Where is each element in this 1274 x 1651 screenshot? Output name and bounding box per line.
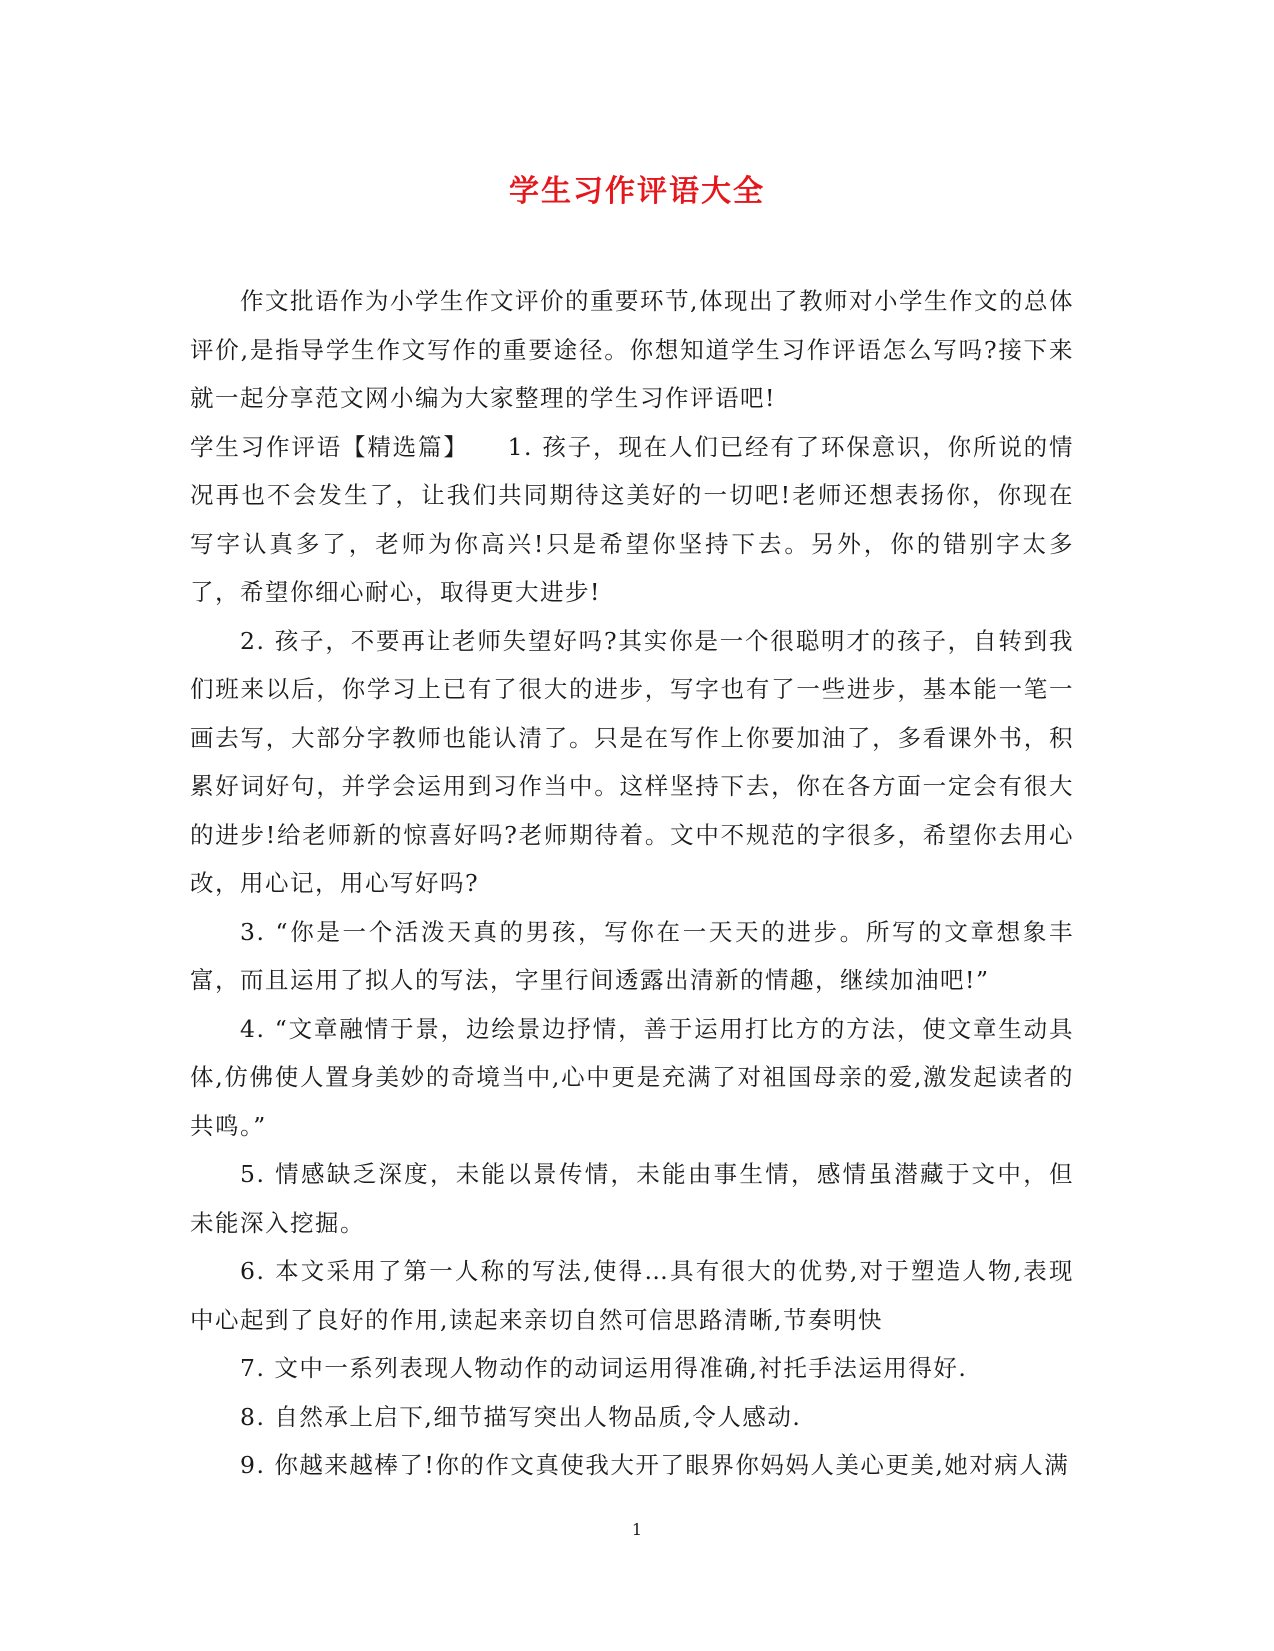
page-number: 1 [631,1520,643,1539]
paragraph-item-7: 7. 文中一系列表现人物动作的动词运用得准确,衬托手法运用得好. [240,1354,968,1382]
paragraph-item-9: 9. 你越来越棒了!你的作文真使我大开了眼界你妈妈人美心更美,她对病人满 [240,1451,1070,1479]
paragraph-item-4: 4. “文章融情于景，边绘景边抒情，善于运用打比方的方法，使文章生动具体,仿佛使人置身美妙的奇境当中,心中更是充满了对祖国母亲的爱,激发起读者的共鸣。” [190,1014,1074,1140]
paragraph-intro: 作文批语作为小学生作文评价的重要环节,体现出了教师对小学生作文的总体评价,是指导学生作文写作的重要途径。你想知道学生习作评语怎么写吗?接下来就一起分享范文网小编为大家整理的学生习作评语吧! [190,287,1074,412]
paragraph-item-3: 3. “你是一个活泼天真的男孩，写你在一天天的进步。所写的文章想象丰富，而且运用了拟人的写法，字里行间透露出清新的情趣，继续加油吧!” [190,917,1074,994]
paragraph-item-8: 8. 自然承上启下,细节描写突出人物品质,令人感动. [240,1402,802,1431]
paragraph-item-2: 2. 孩子，不要再让老师失望好吗?其实你是一个很聪明才的孩子，自转到我们班来以后，你学习上已有了很大的进步，写字也有了一些进步，基本能一笔一画去写，大部分字教师也能认清了。只是在写作上你要加油了，多看课外书，积累好词好句，并学会运用到习作当中。这样坚持下去，你在各方面一定会有很大的进步!给老师新的惊喜好吗?老师期待着。文中不规范的字很多，希望你去用心改，用心记，用心写好吗? [190,626,1074,897]
document-body [190,277,1074,1490]
paragraph-item-5: 5. 情感缺乏深度，未能以景传情，未能由事生情，感情虽潜藏于文中，但未能深入挖掘。 [190,1160,1074,1237]
document-title: 学生习作评语大全 [509,174,765,209]
paragraph-item-1: 学生习作评语【精选篇】 1. 孩子，现在人们已经有了环保意识，你所说的情况再也不会发生了，让我们共同期待这美好的一切吧!老师还想表扬你，你现在写字认真多了，老师为你高兴!只是希望你坚持下去。另外，你的错别字太多了，希望你细心耐心，取得更大进步! [190,432,1074,606]
paragraph-item-6: 6. 本文采用了第一人称的写法,使得…具有很大的优势,对于塑造人物,表现中心起到了良好的作用,读起来亲切自然可信思路清晰,节奏明快 [190,1257,1074,1334]
